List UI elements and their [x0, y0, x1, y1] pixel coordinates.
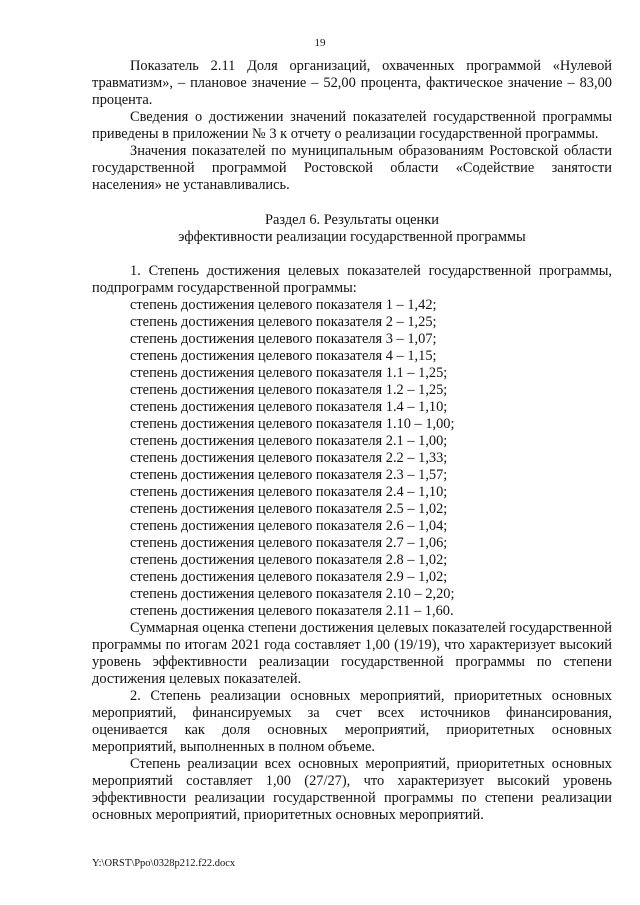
list-item: степень достижения целевого показателя 1.1 – 1,25;: [130, 365, 448, 381]
list-item: степень достижения целевого показателя 2.6 – 1,04;: [130, 518, 448, 534]
indicator-list: [92, 297, 612, 620]
list-intro: 1. Степень достижения целевых показателей государственной программы, подпрограмм государственной программы:: [92, 263, 612, 296]
list-item: степень достижения целевого показателя 2 – 1,25;: [130, 314, 437, 330]
footer-file-path: Y:\ORST\Ppo\0328p212.f22.docx: [92, 858, 236, 869]
paragraph-indicator-2-11: Показатель 2.11 Доля организаций, охваченных программой «Нулевой травматизм», – плановое значение – 52,00 процента, фактическое значение – 83,00 процента.: [92, 58, 612, 108]
paragraph-municipal-indicators: Значения показателей по муниципальным образованиям Ростовской области государственной программой Ростовской области «Содействие занятости населения» не устанавливались.: [92, 143, 612, 193]
list-item: степень достижения целевого показателя 2.2 – 1,33;: [130, 450, 448, 466]
list-item: степень достижения целевого показателя 1.10 – 1,00;: [130, 416, 455, 432]
paragraph-activities-result: Степень реализации всех основных мероприятий, приоритетных основных мероприятий составляет 1,00 (27/27), что характеризует высокий уровень эффективности реализации государственной программы по степени реализации основных мероприятий, приоритетных основных мероприятий.: [92, 756, 612, 823]
page-number: 19: [314, 37, 326, 49]
section-heading-line1: Раздел 6. Результаты оценки: [265, 212, 439, 228]
list-item: степень достижения целевого показателя 4 – 1,15;: [130, 348, 437, 364]
paragraph-summary-assessment: Суммарная оценка степени достижения целевых показателей государственной программы по итогам 2021 года составляет 1,00 (19/19), что характеризует высокий уровень эффективности реализации государственной программы по степени достижения целевых показателей.: [92, 620, 612, 687]
spacer: [92, 194, 612, 212]
list-item: степень достижения целевого показателя 2.11 – 1,60.: [130, 603, 454, 619]
paragraph-activities-definition: 2. Степень реализации основных мероприятий, приоритетных основных мероприятий, финансируемых за счет всех источников финансирования, оценивается как доля основных мероприятий, приоритетных основных мероприятий, выполненных в полном объеме.: [92, 688, 612, 755]
list-item: степень достижения целевого показателя 2.5 – 1,02;: [130, 501, 448, 517]
list-item: степень достижения целевого показателя 1 – 1,42;: [130, 297, 437, 313]
list-item: степень достижения целевого показателя 2.9 – 1,02;: [130, 569, 448, 585]
paragraph-appendix-reference: Сведения о достижении значений показателей государственной программы приведены в приложении № 3 к отчету о реализации государственной программы.: [92, 109, 612, 142]
list-item: степень достижения целевого показателя 1.2 – 1,25;: [130, 382, 448, 398]
list-item: степень достижения целевого показателя 2.3 – 1,57;: [130, 467, 448, 483]
document-body: [92, 58, 612, 824]
list-item: степень достижения целевого показателя 3 – 1,07;: [130, 331, 437, 347]
list-item: степень достижения целевого показателя 1.4 – 1,10;: [130, 399, 448, 415]
list-item: степень достижения целевого показателя 2.4 – 1,10;: [130, 484, 448, 500]
list-item: степень достижения целевого показателя 2.10 – 2,20;: [130, 586, 455, 602]
section-heading-line2: эффективности реализации государственной программы: [178, 229, 526, 245]
spacer: [92, 246, 612, 263]
list-item: степень достижения целевого показателя 2.8 – 1,02;: [130, 552, 448, 568]
list-item: степень достижения целевого показателя 2.1 – 1,00;: [130, 433, 448, 449]
list-item: степень достижения целевого показателя 2.7 – 1,06;: [130, 535, 448, 551]
